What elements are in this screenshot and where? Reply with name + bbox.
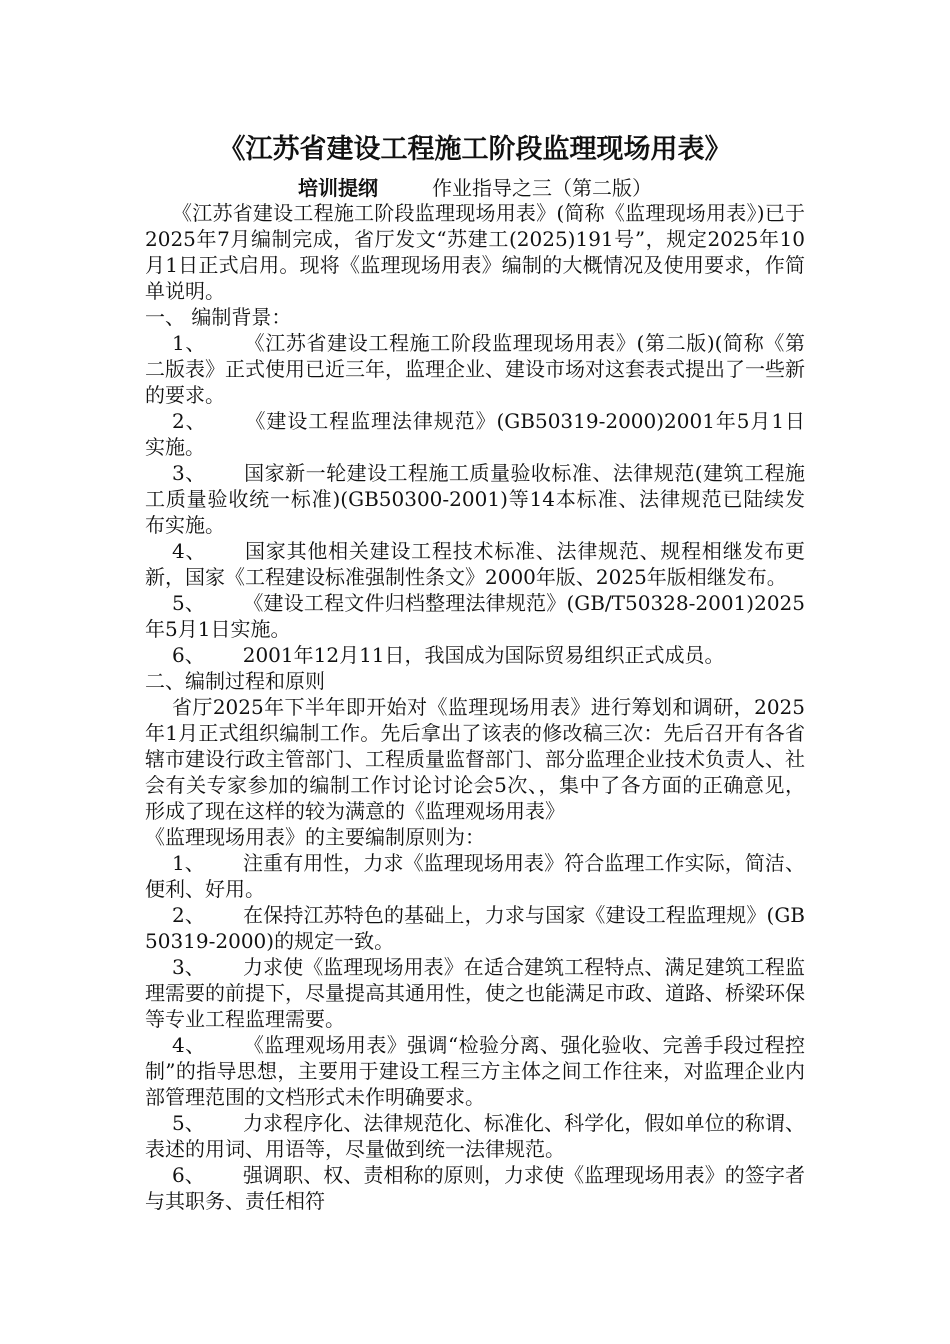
item-text: 国家其他相关建设工程技术标准、法律规范、规程相继发布更新，国家《工程建设标准强制性条文》2000年版、2025年版相继发布。 bbox=[145, 539, 805, 589]
item-text: 《建设工程监理法律规范》(GB50319-2000)2001年5月1日实施。 bbox=[145, 409, 805, 459]
item-text: 强调职、权、责相称的原则，力求使《监理现场用表》的签字者与其职务、责任相符 bbox=[145, 1163, 806, 1213]
principle-item bbox=[145, 1162, 805, 1214]
principle-item bbox=[145, 850, 805, 902]
intro-paragraph: 《江苏省建设工程施工阶段监理现场用表》(简称《监理现场用表》)已于2025年7月编制完成，省厅发文“苏建工(2025)191号”，规定2025年10月1日正式启用。现将《监理现场用表》编制的大概情况及使用要求，作简单说明。 bbox=[145, 201, 805, 303]
document-subtitle bbox=[0, 174, 950, 202]
section-heading-background: 一、 编制背景： bbox=[145, 305, 292, 329]
item-text: 《建设工程文件归档整理法律规范》(GB/T50328-2001)2025年5月1日实施。 bbox=[145, 591, 805, 641]
principle-item bbox=[145, 902, 805, 954]
item-text: 力求程序化、法律规范化、标准化、科学化，假如单位的称谓、表述的用词、用语等，尽量做到统一法律规范。 bbox=[145, 1111, 806, 1161]
item-text: 力求使《监理现场用表》在适合建筑工程特点、满足建筑工程监理需要的前提下，尽量提高其通用性，使之也能满足市政、道路、桥梁环保等专业工程监理需要。 bbox=[145, 955, 806, 1031]
item-text: 《监理观场用表》强调“检验分离、强化验收、完善手段过程控制”的指导思想，主要用于建设工程三方主体之间工作往来，对监理企业内部管理范围的文档形式未作明确要求。 bbox=[145, 1033, 805, 1109]
document-title: 《江苏省建设工程施工阶段监理现场用表》 bbox=[218, 134, 732, 165]
item-number: 5、 bbox=[172, 591, 206, 615]
item-number: 5、 bbox=[172, 1111, 205, 1135]
item-text: 国家新一轮建设工程施工质量验收标准、法律规范(建筑工程施工质量验收统一标准)(GB50300-2001)等14本标准、法律规范已陆续发布实施。 bbox=[145, 461, 805, 537]
item-number: 6、 bbox=[172, 643, 205, 667]
principle-item bbox=[145, 954, 805, 1032]
subtitle-outline-label: 培训提纲 bbox=[298, 176, 378, 200]
background-item bbox=[145, 408, 805, 460]
item-text: 《江苏省建设工程施工阶段监理现场用表》(第二版)(简称《第二版表》正式使用已近三年，监理企业、建设市场对这套表式提出了一些新的要求。 bbox=[145, 331, 805, 407]
section-heading-process: 二、编制过程和原则 bbox=[145, 669, 325, 693]
principles-intro: 《监理现场用表》的主要编制原则为： bbox=[145, 825, 485, 849]
document-body bbox=[145, 200, 805, 1214]
process-paragraph: 省厅2025年下半年即开始对《监理现场用表》进行筹划和调研，2025年1月正式组织编制工作。先后拿出了该表的修改稿三次：先后召开有各省辖市建设行政主管部门、工程质量监督部门、部分监理企业技术负责人、社会有关专家参加的编制工作讨论讨论会5次、，集中了各方面的正确意见，形成了现在这样的较为满意的《监理观场用表》 bbox=[145, 695, 805, 823]
background-item bbox=[145, 538, 805, 590]
item-text: 2001年12月11日，我国成为国际贸易组织正式成员。 bbox=[242, 643, 725, 667]
principle-item bbox=[145, 1110, 805, 1162]
item-number: 2、 bbox=[172, 409, 207, 433]
principle-item bbox=[145, 1032, 805, 1110]
item-number: 3、 bbox=[172, 461, 206, 485]
item-number: 4、 bbox=[172, 1033, 206, 1057]
background-item bbox=[145, 330, 805, 408]
item-text: 在保持江苏特色的基础上，力求与国家《建设工程监理规》(GB50319-2000)的规定一致。 bbox=[145, 903, 805, 953]
item-number: 2、 bbox=[172, 903, 205, 927]
item-number: 1、 bbox=[172, 331, 206, 355]
item-number: 6、 bbox=[172, 1163, 205, 1187]
item-number: 3、 bbox=[172, 955, 205, 979]
background-item bbox=[145, 460, 805, 538]
item-text: 注重有用性，力求《监理现场用表》符合监理工作实际，简洁、便利、好用。 bbox=[145, 851, 806, 901]
item-number: 4、 bbox=[172, 539, 207, 563]
background-item bbox=[145, 642, 805, 668]
background-item bbox=[145, 590, 805, 642]
subtitle-guide-label: 作业指导之三（第二版） bbox=[432, 176, 652, 200]
item-number: 1、 bbox=[172, 851, 205, 875]
